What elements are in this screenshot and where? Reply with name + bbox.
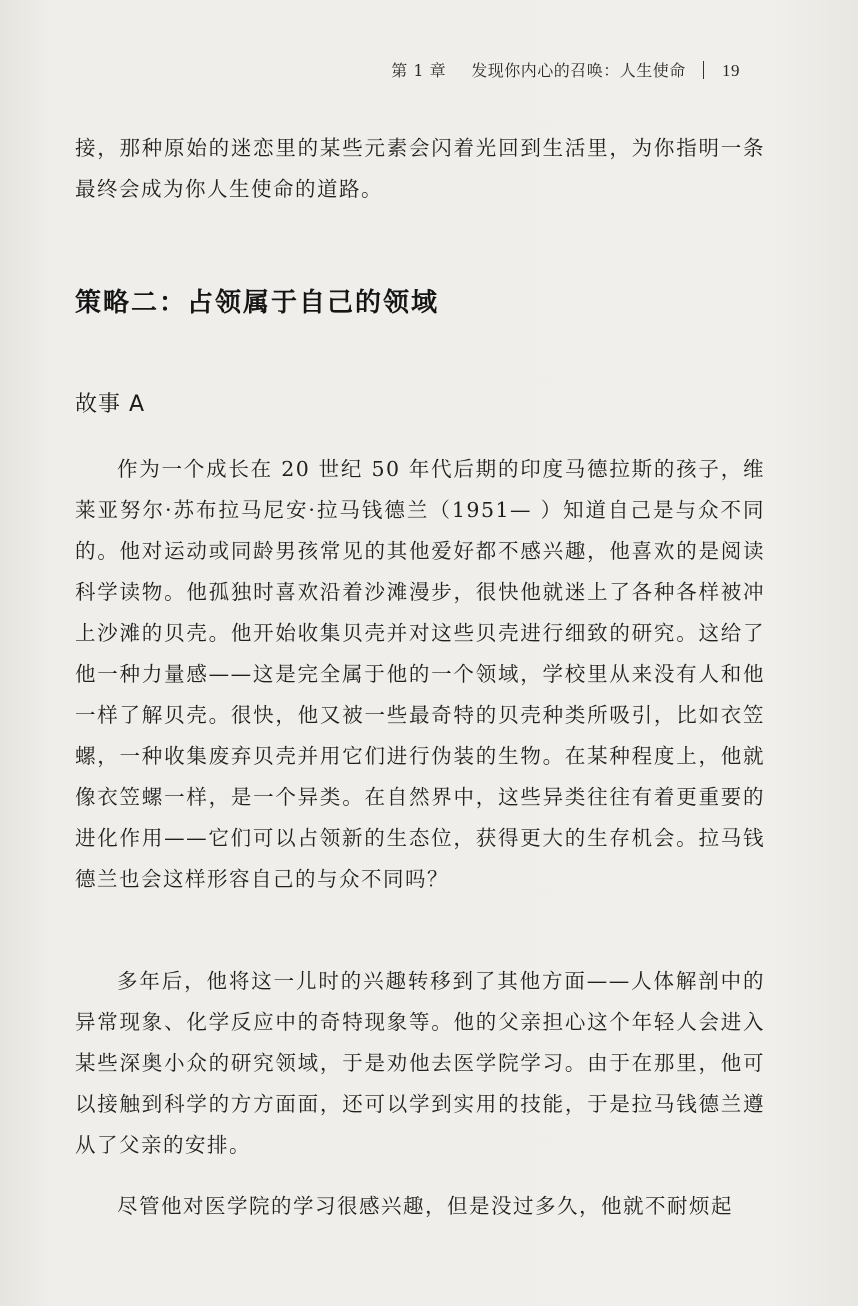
body-paragraph: 多年后，他将这一儿时的兴趣转移到了其他方面——人体解剖中的异常现象、化学反应中的奇特现象等。他的父亲担心这个年轻人会进入某些深奥小众的研究领域，于是劝他去医学院学习。由于在那里，他可以接触到科学的方方面面，还可以学到实用的技能，于是拉马钱德兰遵从了父亲的安排。 — [75, 969, 765, 1157]
running-header — [391, 58, 740, 81]
chapter-title: 发现你内心的召唤：人生使命 — [471, 61, 686, 80]
header-divider — [703, 61, 704, 79]
continuation-paragraph: 接，那种原始的迷恋里的某些元素会闪着光回到生活里，为你指明一条最终会成为你人生使命的道路。 — [75, 136, 765, 201]
subsection-heading: 故事 A — [75, 392, 146, 417]
page-number: 19 — [722, 61, 740, 80]
body-paragraph: 尽管他对医学院的学习很感兴趣，但是没过多久，他就不耐烦起 — [117, 1194, 733, 1218]
body-paragraph: 作为一个成长在 20 世纪 50 年代后期的印度马德拉斯的孩子，维莱亚努尔·苏布拉马尼安·拉马钱德兰（1951— ）知道自己是与众不同的。他对运动或同龄男孩常见的其他爱好都不感兴趣，他喜欢的是阅读科学读物。他孤独时喜欢沿着沙滩漫步，很快他就迷上了各种各样被冲上沙滩的贝壳。他开始收集贝壳并对这些贝壳进行细致的研究。这给了他一种力量感——这是完全属于他的一个领域，学校里从来没有人和他一样了解贝壳。很快，他又被一些最奇特的贝壳种类所吸引，比如衣笠螺，一种收集废弃贝壳并用它们进行伪装的生物。在某种程度上，他就像衣笠螺一样，是一个异类。在自然界中，这些异类往往有着更重要的进化作用——它们可以占领新的生态位，获得更大的生存机会。拉马钱德兰也会这样形容自己的与众不同吗？ — [75, 457, 765, 891]
section-heading: 策略二：占领属于自己的领域 — [75, 288, 440, 318]
chapter-number: 第 1 章 — [391, 61, 447, 80]
